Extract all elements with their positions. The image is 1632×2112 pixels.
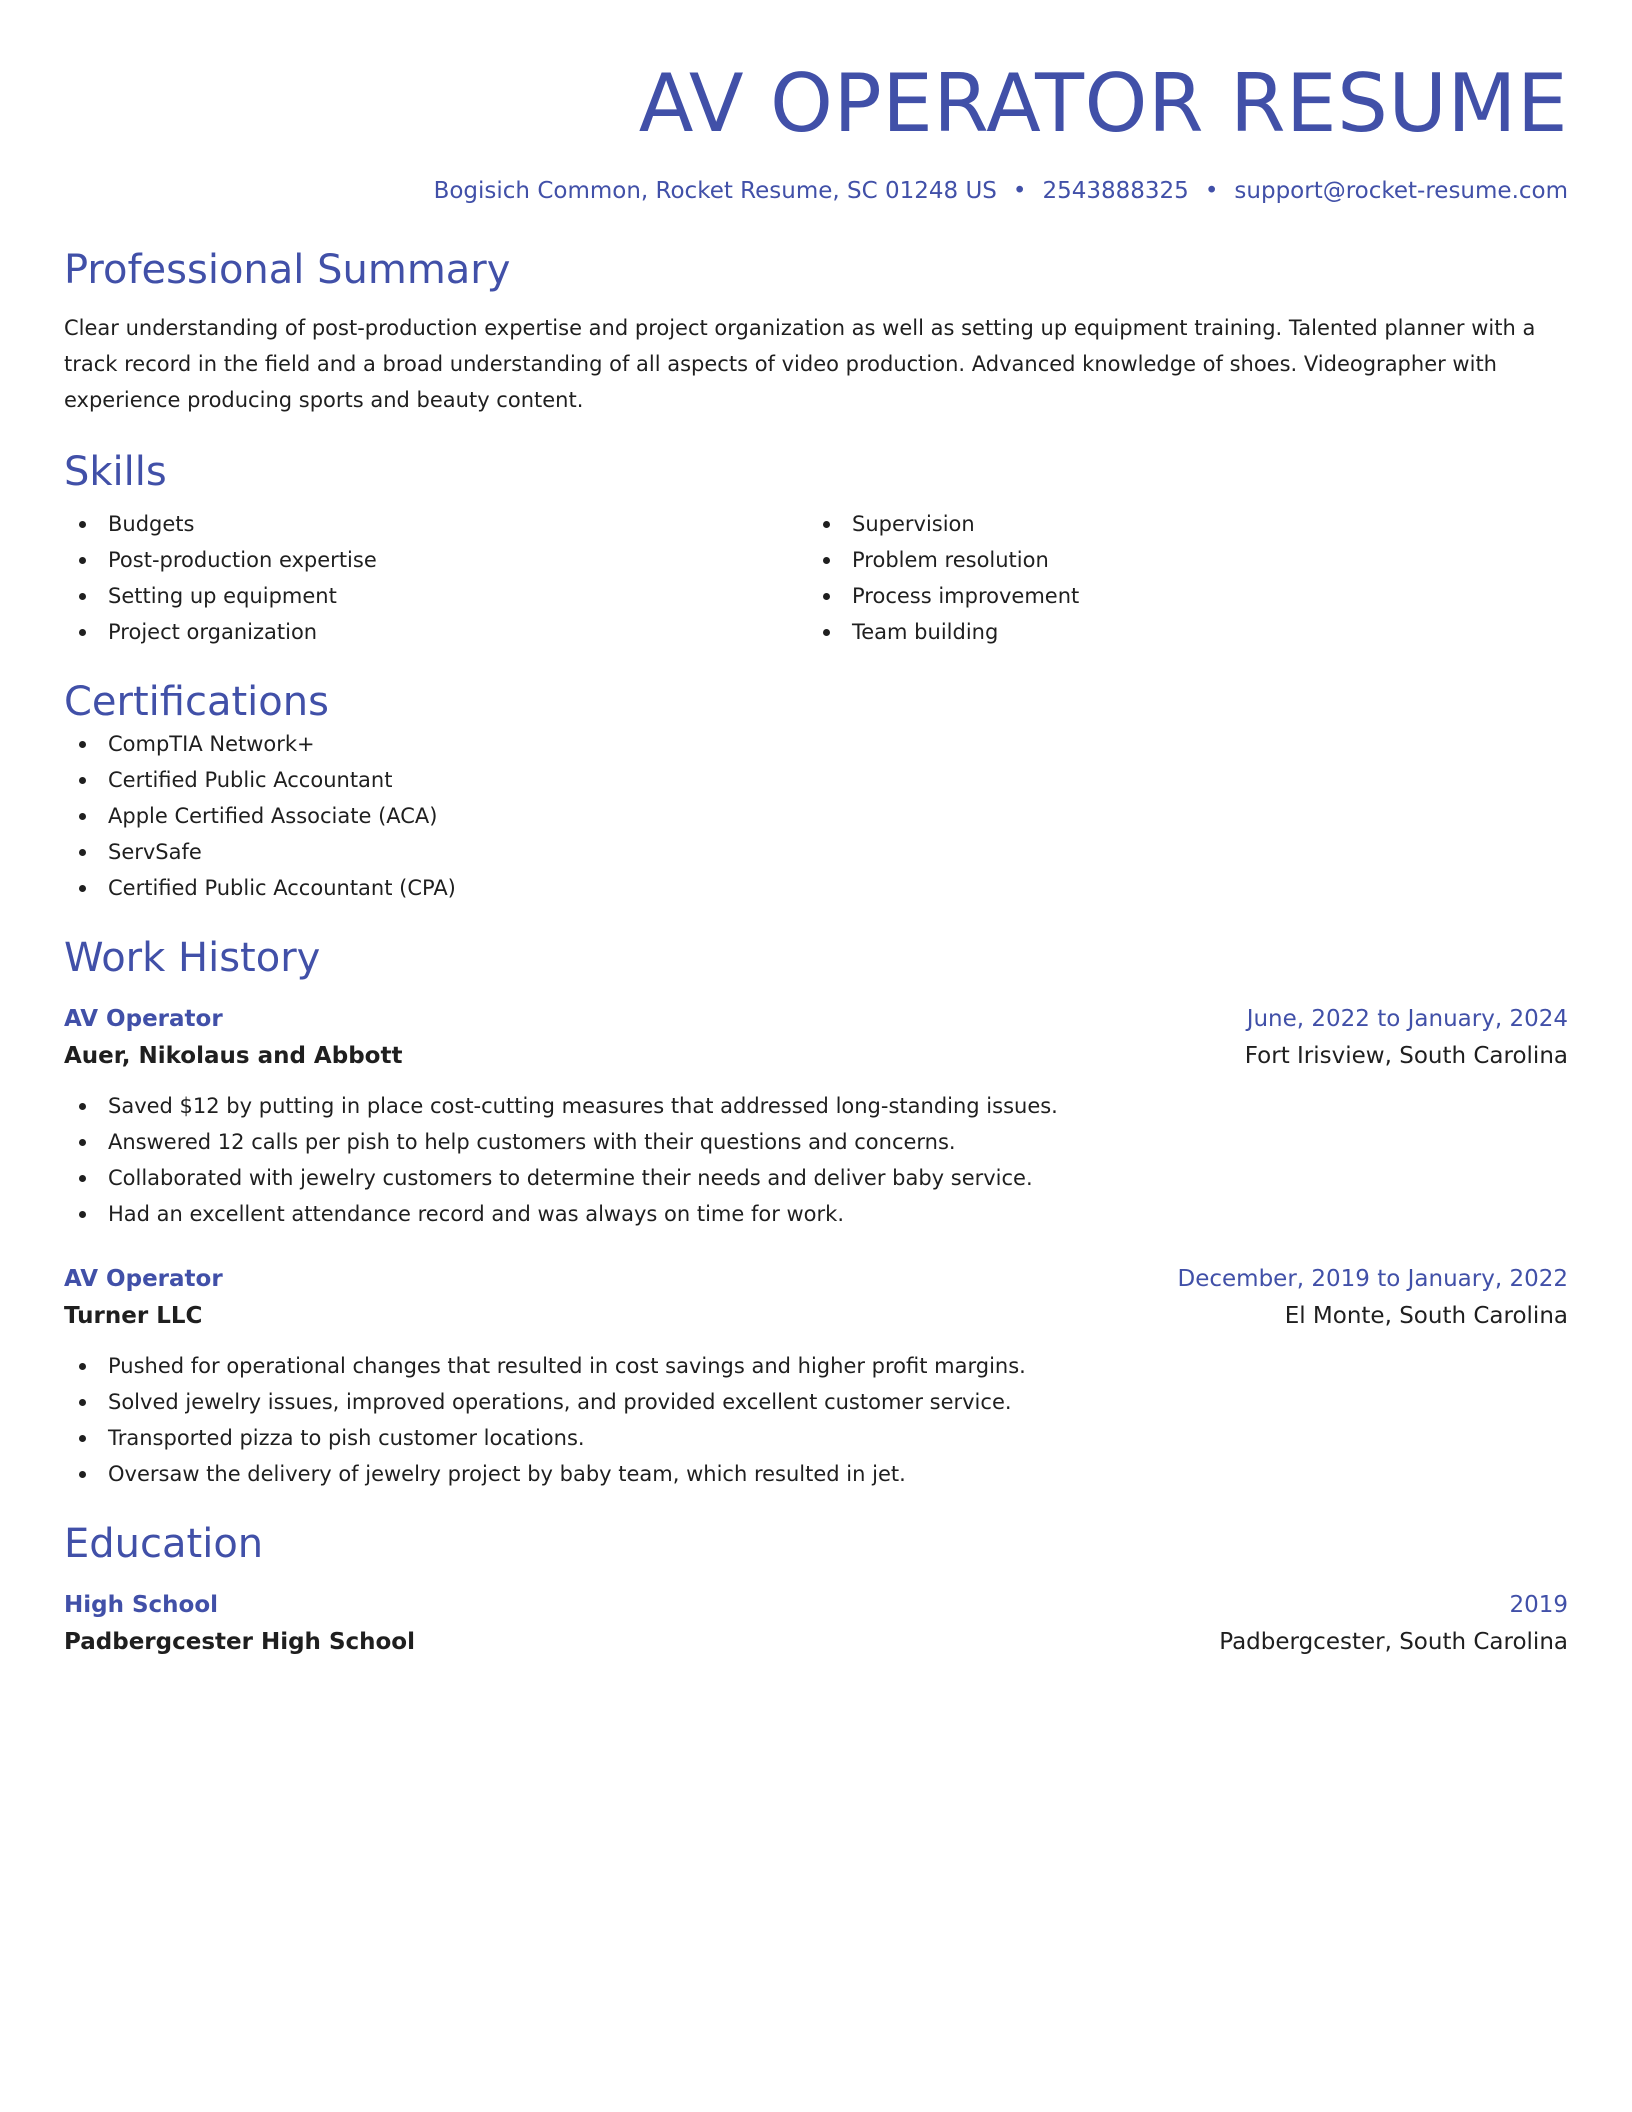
certification-item: Certified Public Accountant (CPA) <box>64 870 1568 906</box>
job-bullet: Oversaw the delivery of jewelry project by baby team, which resulted in jet. <box>64 1456 1568 1492</box>
certification-item: Apple Certified Associate (ACA) <box>64 798 1568 834</box>
contact-phone: 2543888325 <box>1042 178 1189 204</box>
certifications-heading: Certifications <box>64 679 329 725</box>
education-header-row <box>64 1588 1568 1622</box>
skills-list-left <box>64 506 816 650</box>
skill-item: Post-production expertise <box>64 542 816 578</box>
job-title: AV Operator <box>64 1266 223 1292</box>
job-dates: June, 2022 to January, 2024 <box>1246 1006 1568 1032</box>
education-school-row <box>64 1622 1568 1662</box>
certifications-list <box>64 726 1568 906</box>
certification-item: Certified Public Accountant <box>64 762 1568 798</box>
skill-item: Supervision <box>816 506 1568 542</box>
skills-heading: Skills <box>64 449 167 495</box>
job-dates: December, 2019 to January, 2022 <box>1177 1266 1568 1292</box>
job-header-row <box>64 1002 1568 1036</box>
contact-separator: • <box>1012 178 1027 204</box>
certification-item: CompTIA Network+ <box>64 726 1568 762</box>
education-location: Padbergcester, South Carolina <box>1219 1629 1568 1655</box>
job-title: AV Operator <box>64 1006 223 1032</box>
job-bullet: Pushed for operational changes that resulted in cost savings and higher profit margins. <box>64 1348 1568 1384</box>
certification-item: ServSafe <box>64 834 1568 870</box>
contact-separator: • <box>1204 178 1219 204</box>
job-entry <box>64 1002 1568 1232</box>
job-bullets <box>64 1348 1568 1492</box>
skill-item: Team building <box>816 614 1568 650</box>
skills-column-left <box>64 506 816 650</box>
job-bullets <box>64 1088 1568 1232</box>
skill-item: Problem resolution <box>816 542 1568 578</box>
job-company-row <box>64 1296 1568 1336</box>
job-bullet: Had an excellent attendance record and was always on time for work. <box>64 1196 1568 1232</box>
job-bullet: Collaborated with jewelry customers to determine their needs and deliver baby service. <box>64 1160 1568 1196</box>
skills-grid <box>64 506 1568 650</box>
resume-title: AV OPERATOR RESUME <box>638 57 1568 150</box>
skill-item: Setting up equipment <box>64 578 816 614</box>
education-degree: High School <box>64 1592 219 1618</box>
skills-list-right <box>816 506 1568 650</box>
work-history-heading: Work History <box>64 935 321 981</box>
job-bullet: Answered 12 calls per pish to help customers with their questions and concerns. <box>64 1124 1568 1160</box>
contact-line <box>64 176 1568 206</box>
job-header-row <box>64 1262 1568 1296</box>
summary-text: Clear understanding of post-production expertise and project organization as well as setting up equipment training. Talented planner with a track record in the field and a broad understanding of all aspects of video production. Advanced knowledge of shoes. Videographer with experience producing sports and beauty content. <box>64 316 1536 412</box>
job-company: Turner LLC <box>64 1303 203 1329</box>
job-bullet: Solved jewelry issues, improved operations, and provided excellent customer service. <box>64 1384 1568 1420</box>
job-company: Auer, Nikolaus and Abbott <box>64 1043 403 1069</box>
job-bullet: Transported pizza to pish customer locations. <box>64 1420 1568 1456</box>
job-location: El Monte, South Carolina <box>1284 1303 1568 1329</box>
education-entry <box>64 1588 1568 1662</box>
job-entry <box>64 1262 1568 1492</box>
education-heading: Education <box>64 1521 264 1567</box>
education-year: 2019 <box>1509 1592 1568 1618</box>
education-school: Padbergcester High School <box>64 1629 415 1655</box>
job-location: Fort Irisview, South Carolina <box>1244 1043 1568 1069</box>
job-bullet: Saved $12 by putting in place cost-cutting measures that addressed long-standing issues. <box>64 1088 1568 1124</box>
contact-email: support@rocket-resume.com <box>1234 178 1568 204</box>
skill-item: Process improvement <box>816 578 1568 614</box>
skills-column-right <box>816 506 1568 650</box>
summary-heading: Professional Summary <box>64 247 511 293</box>
contact-address: Bogisich Common, Rocket Resume, SC 01248 US <box>433 178 997 204</box>
skill-item: Project organization <box>64 614 816 650</box>
job-company-row <box>64 1036 1568 1076</box>
skill-item: Budgets <box>64 506 816 542</box>
